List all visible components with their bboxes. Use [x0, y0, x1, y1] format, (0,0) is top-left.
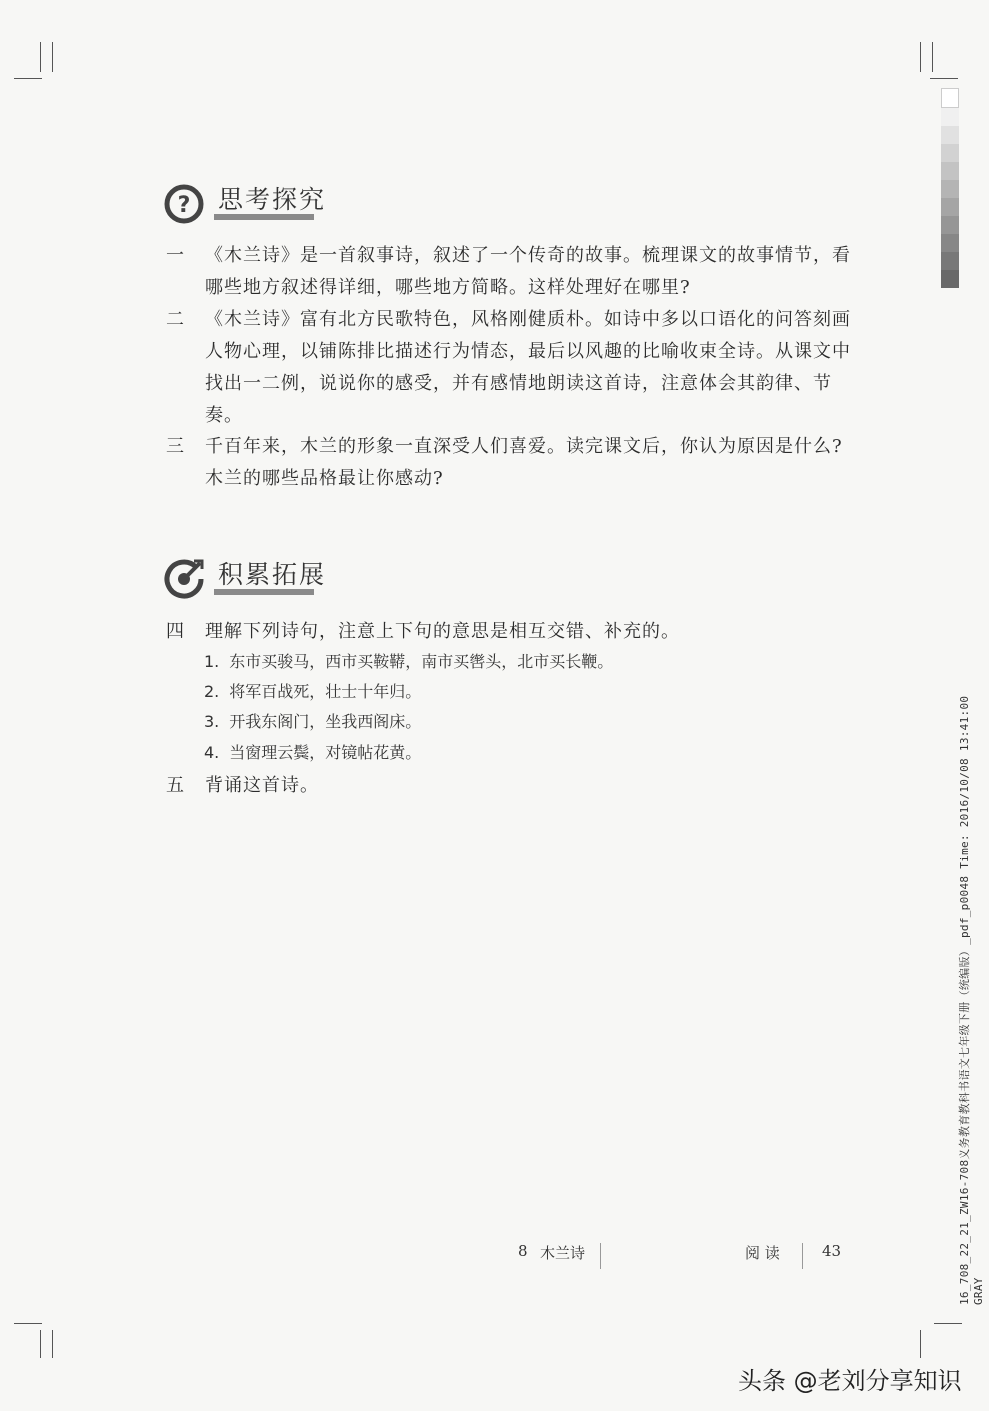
- subitem-number: 2.: [204, 682, 220, 701]
- subitem-text: 开我东阁门，坐我西阁床。: [229, 712, 422, 731]
- question-1: [166, 240, 856, 304]
- question-text: 千百年来，木兰的形象一直深受人们喜爱。读完课文后，你认为原因是什么?木兰的哪些品格最让你感动?: [205, 436, 843, 489]
- question-text: 《木兰诗》富有北方民歌特色，风格刚健质朴。如诗中多以口语化的问答刻画人物心理，以铺陈排比描述行为情态，最后以风趣的比喻收束全诗。从课文中找出一二例，说说你的感受，并有感情地朗读这首诗，注意体会其韵律、节奏。: [205, 309, 851, 426]
- question-3: [166, 431, 856, 495]
- page-number: 43: [822, 1242, 842, 1260]
- subitem-1: [204, 647, 613, 677]
- gray-calibration-strip: [941, 88, 959, 288]
- footer-lesson-title: 木兰诗: [540, 1244, 586, 1262]
- section-underline: [214, 214, 314, 220]
- question-number: 五: [166, 775, 185, 796]
- crop-mark: [920, 1330, 921, 1358]
- crop-mark: [52, 1330, 53, 1358]
- section-underline: [214, 589, 314, 595]
- print-info: [956, 696, 985, 1305]
- subitem-text: 将军百战死，壮士十年归。: [229, 682, 422, 701]
- subitem-text: 当窗理云鬓，对镜帖花黄。: [229, 743, 422, 762]
- crop-mark: [52, 42, 53, 72]
- target-arrow-icon: [162, 557, 206, 601]
- subitem-number: 1.: [204, 652, 220, 671]
- question-number: 四: [166, 621, 185, 642]
- question-text: 背诵这首诗。: [205, 775, 319, 796]
- question-text: 理解下列诗句，注意上下句的意思是相互交错、补充的。: [205, 621, 680, 642]
- watermark: 头条 @老刘分享知识: [738, 1367, 962, 1395]
- question-number: 一: [166, 245, 185, 266]
- question-number: 二: [166, 309, 185, 330]
- section-expand: [162, 555, 362, 605]
- footer-lesson-number: 8: [518, 1242, 528, 1260]
- crop-mark: [40, 42, 41, 72]
- crop-mark: [932, 42, 933, 72]
- question-2: [166, 304, 856, 432]
- crop-mark: [930, 78, 958, 79]
- footer-unit: 阅 读: [745, 1244, 780, 1262]
- question-5: [166, 770, 856, 802]
- print-info-gray: GRAY: [972, 1277, 985, 1305]
- crop-mark: [40, 1330, 41, 1358]
- section-think: [162, 180, 362, 230]
- print-info-line: 16_708_22_21_ZW16-708义务教育教科书语文七年级下册（统编版）_pdf_p0048 Time: 2016/10/08 13:41:00: [958, 695, 971, 1305]
- section-title: 积累拓展: [218, 560, 327, 589]
- subitem-2: [204, 677, 421, 707]
- crop-mark: [14, 78, 42, 79]
- subitem-number: 4.: [204, 743, 220, 762]
- subitem-number: 3.: [204, 712, 220, 731]
- question-number: 三: [166, 436, 185, 457]
- subitem-3: [204, 707, 421, 737]
- subitem-4: [204, 738, 421, 768]
- svg-text:?: ?: [177, 193, 191, 218]
- crop-mark: [920, 42, 921, 72]
- subitem-text: 东市买骏马，西市买鞍鞯，南市买辔头，北市买长鞭。: [229, 652, 614, 671]
- question-text: 《木兰诗》是一首叙事诗，叙述了一个传奇的故事。梳理课文的故事情节，看哪些地方叙述得详细，哪些地方简略。这样处理好在哪里?: [205, 245, 851, 298]
- crop-mark: [14, 1323, 42, 1324]
- question-icon: [162, 182, 206, 226]
- footer-separator: [802, 1243, 803, 1269]
- section-title: 思考探究: [218, 185, 327, 214]
- crop-mark: [934, 1323, 962, 1324]
- question-4: [166, 616, 856, 648]
- footer-separator: [600, 1243, 601, 1269]
